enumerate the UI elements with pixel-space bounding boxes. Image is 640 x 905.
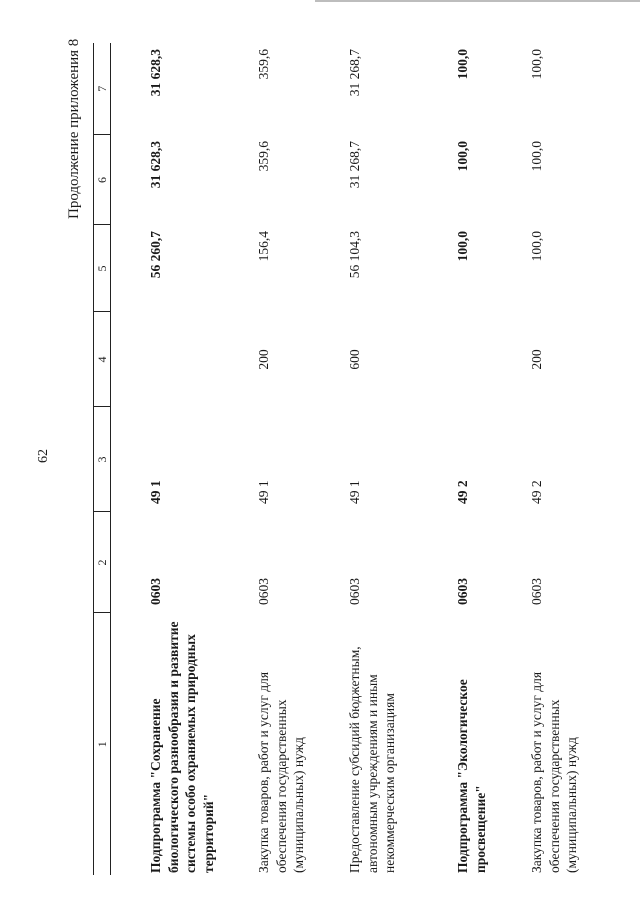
program-code: 49 1 (347, 480, 362, 504)
table-row (310, 43, 418, 875)
amount-col5: 100,0 (529, 231, 544, 262)
program-code: 49 2 (455, 480, 470, 504)
amount-col6: 31 268,7 (347, 141, 362, 189)
expense-type: 600 (347, 349, 362, 370)
column-header-1: 1 (94, 613, 111, 875)
amount-col5: 156,4 (256, 231, 271, 262)
table-row (111, 43, 220, 875)
program-code: 49 1 (148, 480, 163, 504)
row-name: Закупка товаров, работ и услуг для обеспечения государственных (муниципальных) нужд (256, 671, 306, 873)
amount-col7: 100,0 (529, 49, 544, 80)
program-code: 49 2 (529, 480, 544, 504)
table-row (492, 43, 588, 875)
row-name: Подпрограмма "Сохранение биологического разнообразия и развитие системы особо охраняемых природных территорий" (148, 621, 216, 873)
budget-table (93, 43, 588, 875)
section-code: 0603 (256, 578, 271, 605)
row-name: Предоставление субсидий бюджетным, автономным учреждениям и иным некоммерческим организациям (347, 646, 397, 873)
amount-col7: 31 268,7 (347, 49, 362, 97)
amount-col6: 100,0 (455, 141, 470, 172)
amount-col7: 359,6 (256, 49, 271, 80)
expense-type (418, 312, 492, 407)
header-row (94, 43, 111, 875)
amount-col5: 56 104,3 (347, 231, 362, 279)
program-code: 49 1 (256, 480, 271, 504)
appendix-note: Продолжение приложения 8 (66, 38, 82, 219)
column-header-6: 6 (94, 135, 111, 225)
column-header-4: 4 (94, 312, 111, 407)
amount-col6: 31 628,3 (148, 141, 163, 189)
amount-col6: 359,6 (256, 141, 271, 172)
column-header-3: 3 (94, 407, 111, 512)
amount-col5: 100,0 (455, 231, 470, 262)
row-name: Закупка товаров, работ и услуг для обеспечения государственных (муниципальных) нужд (529, 671, 579, 873)
column-header-7: 7 (94, 43, 111, 135)
amount-col7: 100,0 (455, 49, 470, 80)
section-code: 0603 (455, 578, 470, 605)
expense-type (111, 312, 220, 407)
table-row (418, 43, 492, 875)
row-name: Подпрограмма "Экологическое просвещение" (455, 679, 488, 873)
amount-col7: 31 628,3 (148, 49, 163, 97)
section-code: 0603 (148, 578, 163, 605)
amount-col5: 56 260,7 (148, 231, 163, 279)
column-header-2: 2 (94, 512, 111, 613)
column-header-5: 5 (94, 225, 111, 312)
expense-type: 200 (529, 349, 544, 370)
section-code: 0603 (529, 578, 544, 605)
page-number: 62 (36, 449, 51, 463)
table-row (219, 43, 310, 875)
section-code: 0603 (347, 578, 362, 605)
amount-col6: 100,0 (529, 141, 544, 172)
expense-type: 200 (256, 349, 271, 370)
